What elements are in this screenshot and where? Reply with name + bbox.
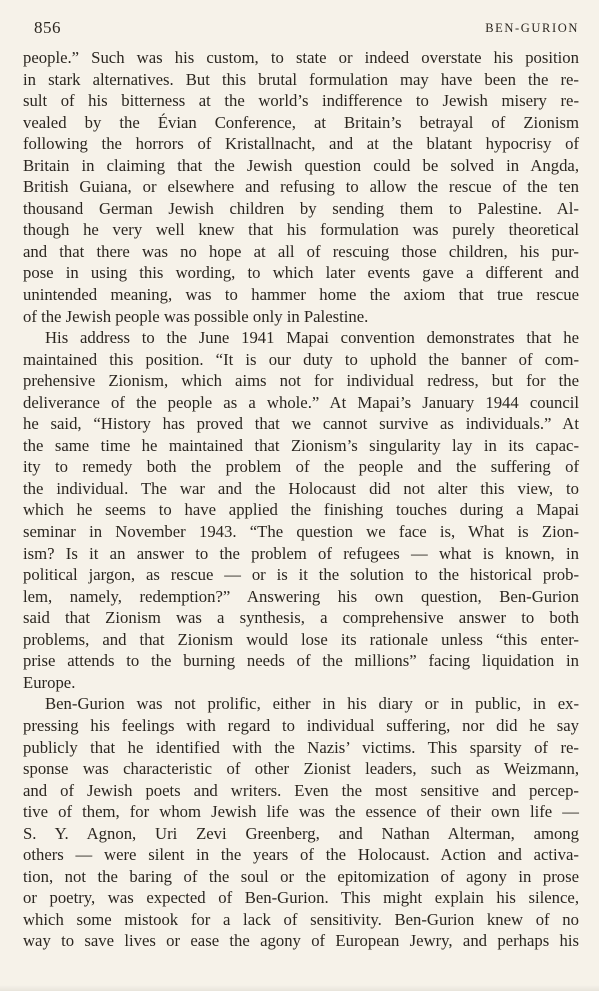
text-line: the individual. The war and the Holocaust did not alter this view, to <box>23 478 579 498</box>
text-line: vealed by the Évian Conference, at Britain’s betrayal of Zionism <box>23 112 579 132</box>
text-line: of the Jewish people was possible only in Palestine. <box>23 306 369 326</box>
text-line: tive of them, for whom Jewish life was the essence of their own life — <box>23 802 579 822</box>
text-line: political jargon, as rescue — or is it the solution to the historical prob- <box>23 565 579 585</box>
text-line: British Guiana, or elsewhere and refusing to allow the rescue of the ten <box>23 177 579 197</box>
text-line: sult of his bitterness at the world’s indifference to Jewish misery re- <box>23 91 579 111</box>
page-header <box>34 18 579 40</box>
text-line: problems, and that Zionism would lose its rationale unless “this enter- <box>23 629 579 649</box>
text-line: Ben-Gurion was not prolific, either in his diary or in public, in ex- <box>45 694 579 714</box>
text-line: prehensive Zionism, which aims not for individual redress, but for the <box>23 371 579 391</box>
text-line: His address to the June 1941 Mapai convention demonstrates that he <box>45 328 579 348</box>
paragraph <box>23 47 579 327</box>
text-line: Europe. <box>23 672 76 692</box>
text-line: sponse was characteristic of other Zionist leaders, such as Weizmann, <box>23 759 579 779</box>
text-line: publicly that he identified with the Nazis’ victims. This sparsity of re- <box>23 737 579 757</box>
page-bottom-shadow <box>0 985 599 991</box>
text-line: maintained this position. “It is our duty to uphold the banner of com- <box>23 349 579 369</box>
text-line: Britain in claiming that the Jewish question could be solved in Angda, <box>23 155 579 175</box>
body-text <box>23 47 579 952</box>
text-line: which he seems to have applied the finishing touches during a Mapai <box>23 500 579 520</box>
text-line: thousand German Jewish children by sending them to Palestine. Al- <box>23 198 579 218</box>
text-line: said that Zionism was a synthesis, a comprehensive answer to both <box>23 608 579 628</box>
text-line: prise attends to the burning needs of the millions” facing liquidation in <box>23 651 579 671</box>
text-line: in stark alternatives. But this brutal formulation may have been the re- <box>23 69 579 89</box>
text-line: pressing his feelings with regard to individual suffering, nor did he say <box>23 715 579 735</box>
text-line: others — were silent in the years of the Holocaust. Action and activa- <box>23 845 579 865</box>
text-line: pose in using this wording, to which later events gave a different and <box>23 263 579 283</box>
running-head: BEN-GURION <box>485 21 579 35</box>
page-number: 856 <box>34 18 61 37</box>
text-line: and of Jewish poets and writers. Even the most sensitive and percep- <box>23 780 579 800</box>
text-line: S. Y. Agnon, Uri Zevi Greenberg, and Nathan Alterman, among <box>23 823 579 843</box>
text-line: or poetry, was expected of Ben-Gurion. This might explain his silence, <box>23 888 579 908</box>
text-line: following the horrors of Kristallnacht, and at the blatant hypocrisy of <box>23 134 579 154</box>
text-line: the same time he maintained that Zionism’s singularity lay in its capac- <box>23 435 579 455</box>
text-line: though he very well knew that his formulation was purely theoretical <box>23 220 579 240</box>
text-line: ism? Is it an answer to the problem of refugees — what is known, in <box>23 543 579 563</box>
text-line: way to save lives or ease the agony of European Jewry, and perhaps his <box>23 931 579 951</box>
text-line: he said, “History has proved that we cannot survive as individuals.” At <box>23 414 579 434</box>
text-line: people.” Such was his custom, to state or indeed overstate his position <box>23 48 579 67</box>
text-line: unintended meaning, was to hammer home the axiom that true rescue <box>23 285 579 305</box>
text-line: seminar in November 1943. “The question we face is, What is Zion- <box>23 522 579 542</box>
paragraph <box>23 693 579 952</box>
text-line: lem, namely, redemption?” Answering his own question, Ben-Gurion <box>23 586 579 606</box>
text-line: deliverance of the people as a whole.” At Mapai’s January 1944 council <box>23 392 579 412</box>
paragraph <box>23 327 579 693</box>
text-line: which some mistook for a lack of sensitivity. Ben-Gurion knew of no <box>23 909 579 929</box>
text-line: and that there was no hope at all of rescuing those children, his pur- <box>23 241 579 261</box>
text-line: ity to remedy both the problem of the people and the suffering of <box>23 457 579 477</box>
text-line: tion, not the baring of the soul or the epitomization of agony in prose <box>23 866 579 886</box>
